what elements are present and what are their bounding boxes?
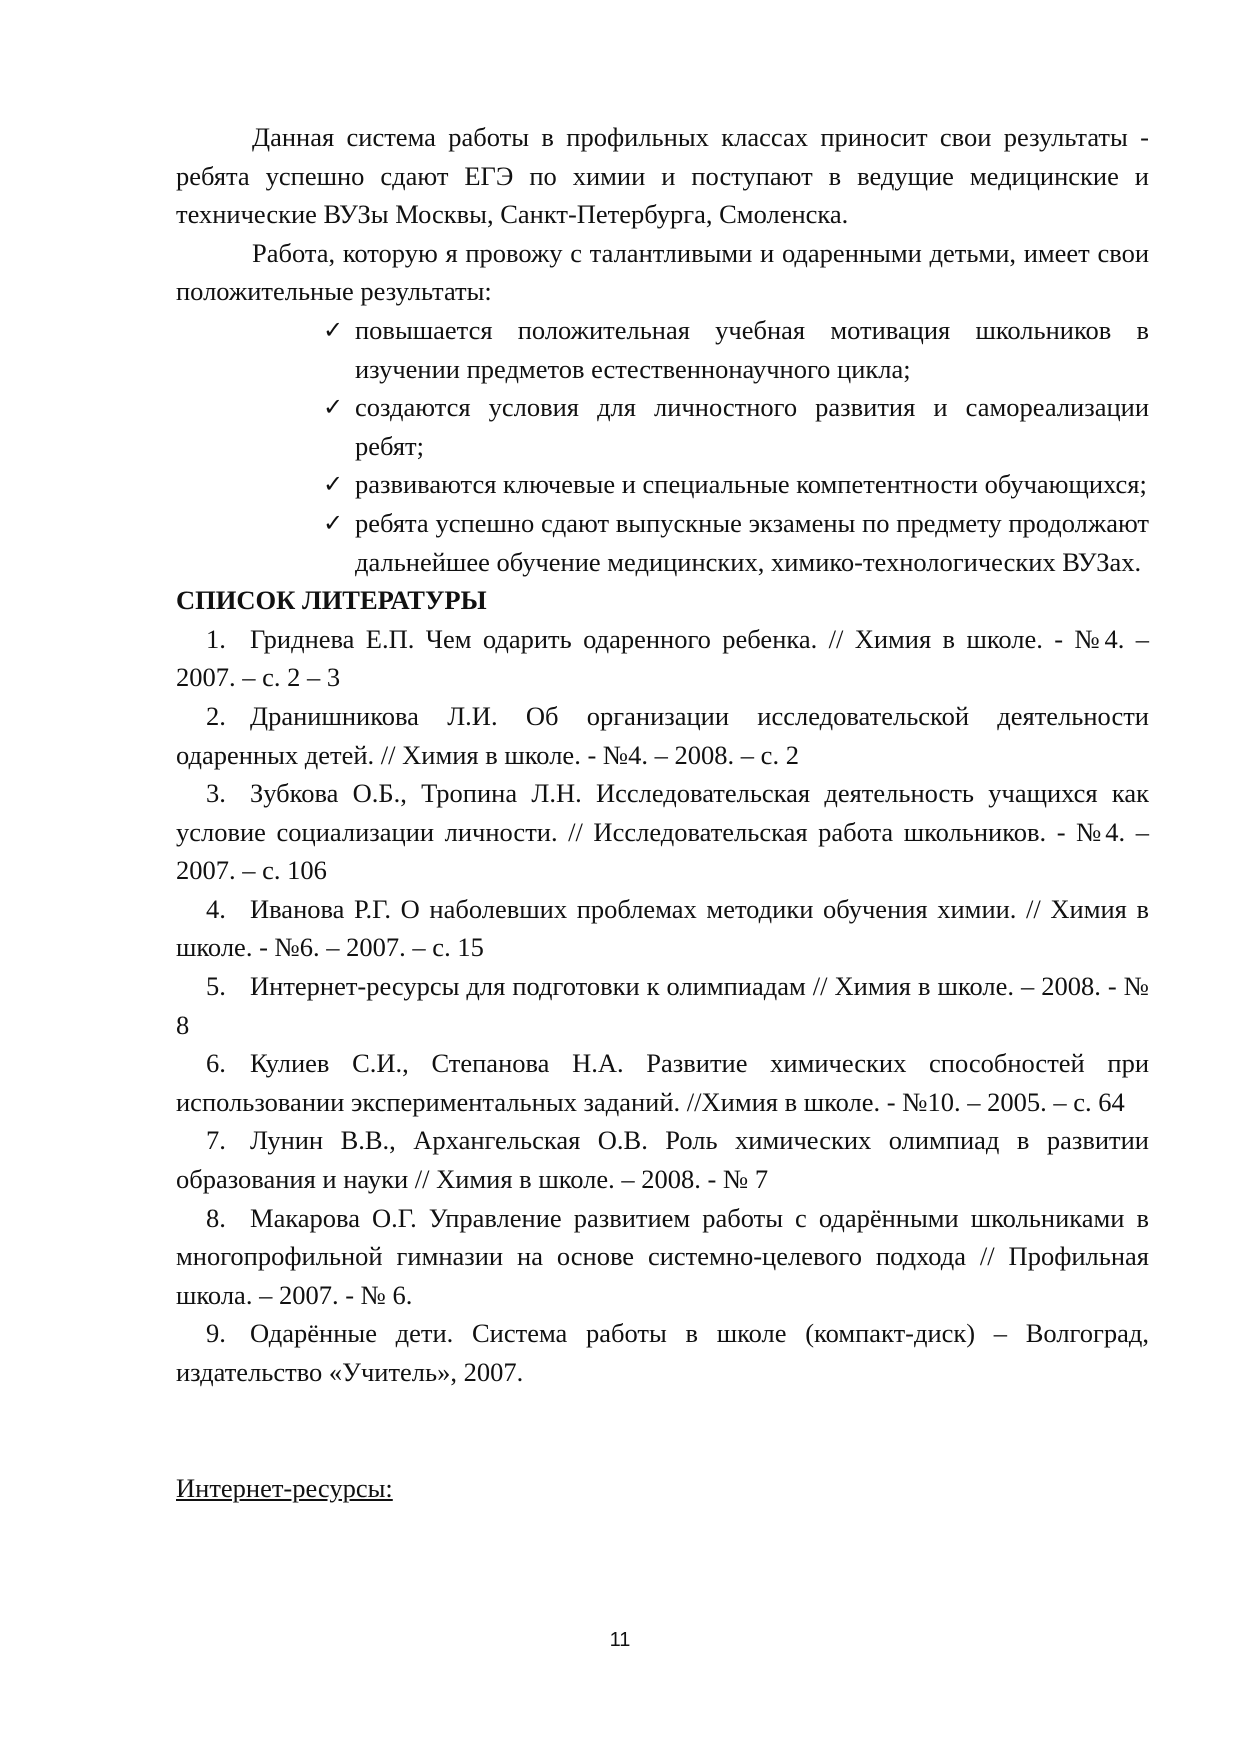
reference-text: Дранишникова Л.И. Об организации исследовательской деятельности одаренных детей. // Химия в школе. - №4. – 2008. – с. 2 [176, 700, 1149, 770]
reference-item [176, 1044, 1149, 1121]
reference-text: Гриднева Е.П. Чем одарить одаренного ребенка. // Химия в школе. - №4. – 2007. – с. 2 – 3 [176, 623, 1149, 693]
list-item-text: ребята успешно сдают выпускные экзамены по предмету продолжают дальнейшее обучение медицинских, химико-технологических ВУЗах. [355, 507, 1149, 577]
reference-number: 8. [206, 1202, 226, 1233]
list-item-text: создаются условия для личностного развития и самореализации ребят; [355, 392, 1149, 461]
list-item-text: развиваются ключевые и специальные компетентности обучающихся; [355, 469, 1147, 500]
reference-number: 3. [206, 778, 226, 809]
reference-text: Иванова Р.Г. О наболевших проблемах методики обучения химии. // Химия в школе. - №6. – 2007. – с. 15 [176, 893, 1149, 963]
reference-item [176, 1314, 1149, 1391]
list-item [323, 311, 1149, 388]
list-item [323, 388, 1149, 465]
reference-item [176, 620, 1149, 697]
list-item [323, 504, 1149, 581]
reference-number: 7. [206, 1125, 226, 1156]
reference-text: Одарённые дети. Система работы в школе (компакт-диск) – Волгоград, издательство «Учитель», 2007. [176, 1318, 1149, 1387]
reference-number: 2. [206, 700, 226, 731]
checkmark-icon: ✓ [323, 315, 344, 344]
reference-number: 9. [206, 1318, 226, 1349]
reference-number: 1. [206, 623, 226, 654]
paragraph-talented-work: Работа, которую я провожу с талантливыми и одаренными детьми, имеет свои положительные результаты: [176, 237, 1149, 307]
reference-number: 4. [206, 893, 226, 924]
references-title: СПИСОК ЛИТЕРАТУРЫ [176, 585, 487, 616]
reference-number: 6. [206, 1048, 226, 1079]
page-content [176, 118, 1149, 1507]
reference-text: Кулиев С.И., Степанова Н.А. Развитие химических способностей при использовании экспериментальных заданий. //Химия в школе. - №10. – 2005. – с. 64 [176, 1048, 1149, 1117]
checkmark-icon: ✓ [323, 393, 344, 422]
reference-item [176, 1121, 1149, 1198]
internet-resources-heading: Интернет-ресурсы: [176, 1472, 393, 1503]
reference-text: Лунин В.В., Архангельская О.В. Роль химических олимпиад в развитии образования и науки // Химия в школе. – 2008. - № 7 [176, 1125, 1149, 1195]
paragraph-results-intro: Данная система работы в профильных классах приносит свои результаты - ребята успешно сдают ЕГЭ по химии и поступают в ведущие медицинские и технические ВУЗы Москвы, Санкт-Петербурга, Смоленска. [176, 122, 1149, 230]
reference-text: Макарова О.Г. Управление развитием работы с одарёнными школьниками в многопрофильной гимназии на основе системно-целевого подхода // Профильная школа. – 2007. - № 6. [176, 1202, 1149, 1310]
reference-text: Интернет-ресурсы для подготовки к олимпиадам // Химия в школе. – 2008. - № 8 [176, 971, 1149, 1040]
reference-text: Зубкова О.Б., Тропина Л.Н. Исследовательская деятельность учащихся как условие социализации личности. // Исследовательская работа школьников. - №4. – 2007. – с. 106 [176, 778, 1149, 886]
reference-item [176, 697, 1149, 774]
reference-item [176, 1199, 1149, 1315]
section-spacer [176, 1392, 1149, 1469]
page-number: 11 [609, 1629, 631, 1651]
reference-item [176, 774, 1149, 890]
reference-item [176, 890, 1149, 967]
checkmark-icon: ✓ [323, 508, 344, 537]
reference-number: 5. [206, 971, 226, 1002]
checkmark-icon: ✓ [323, 470, 344, 499]
results-list [176, 311, 1149, 581]
references-list [176, 620, 1149, 1392]
reference-item [176, 967, 1149, 1044]
list-item [323, 465, 1149, 504]
list-item-text: повышается положительная учебная мотивация школьников в изучении предметов естественнонаучного цикла; [355, 314, 1149, 384]
